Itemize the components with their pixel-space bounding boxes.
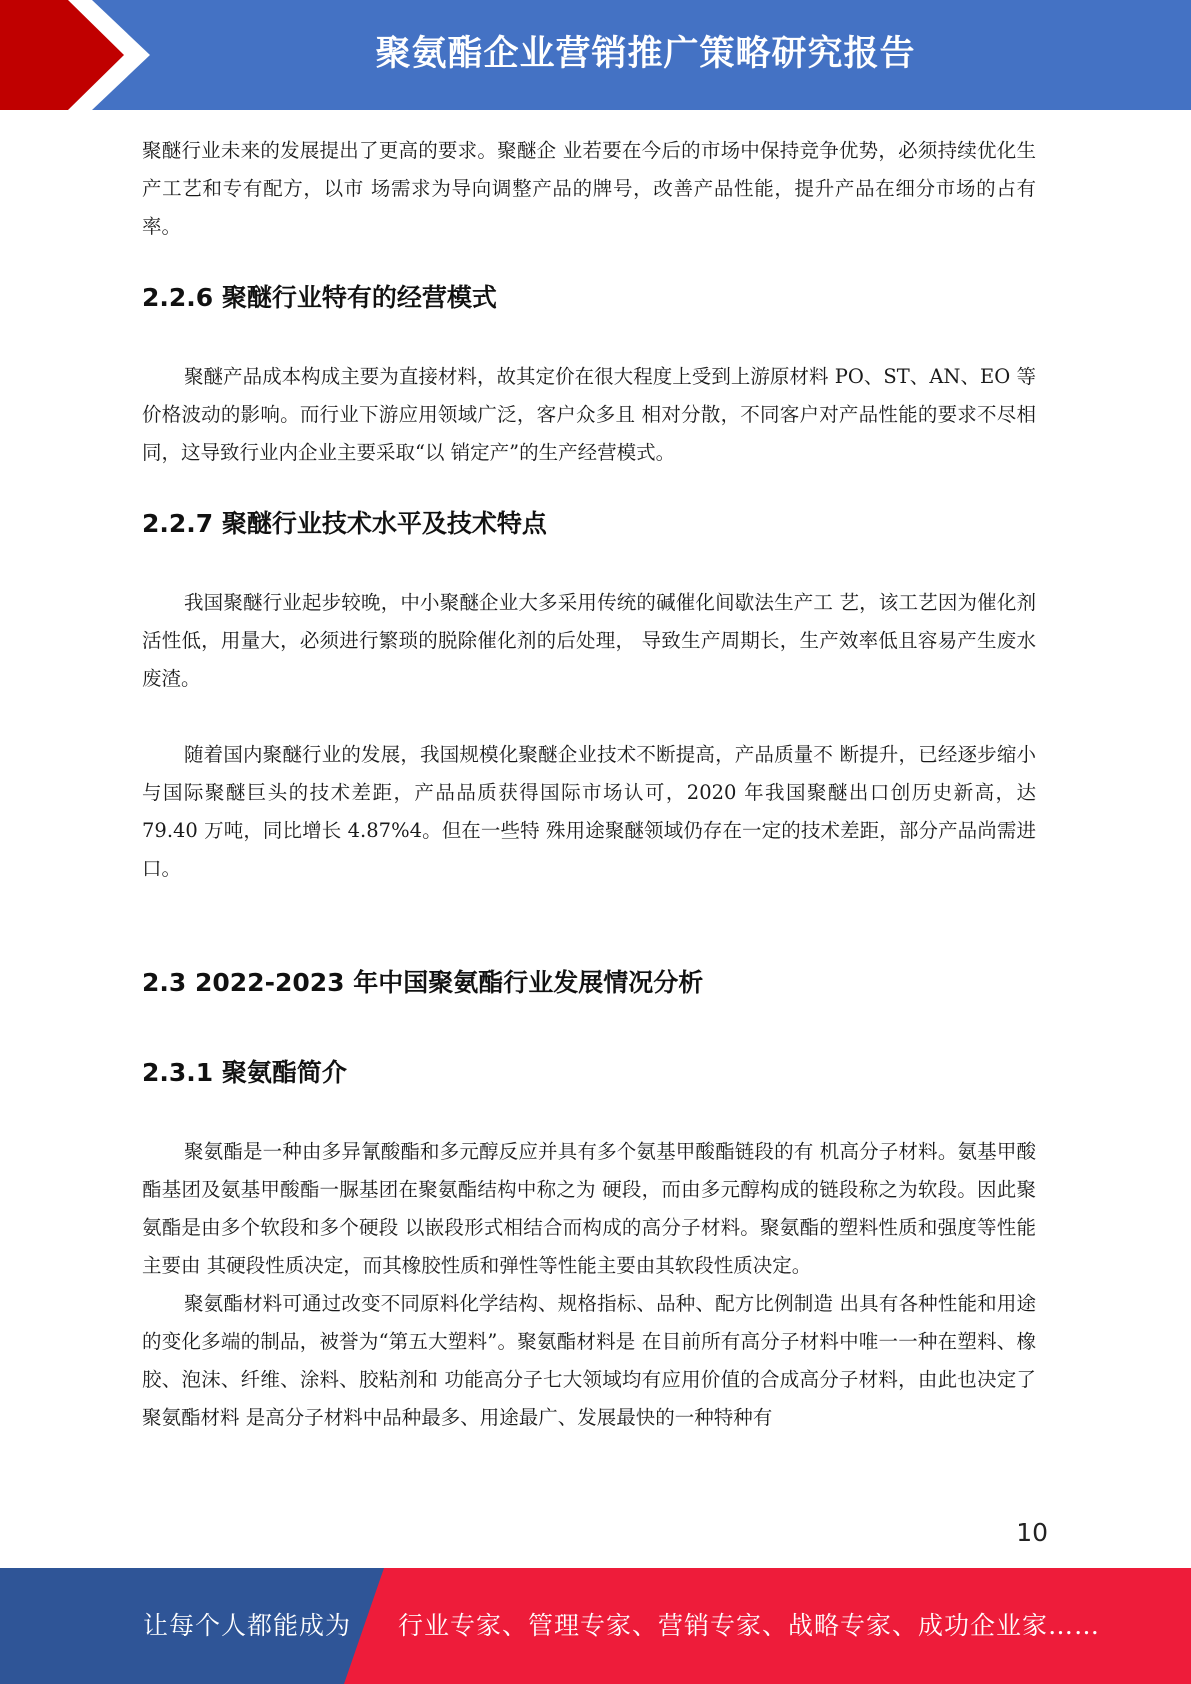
section-heading-2-2-7: 2.2.7 聚醚行业技术水平及技术特点 — [142, 509, 547, 538]
section-heading-2-2-6: 2.2.6 聚醚行业特有的经营模式 — [142, 283, 497, 312]
paragraph-operating-model: 聚醚产品成本构成主要为直接材料，故其定价在很大程度上受到上游原材料 PO、ST、AN、EO 等价格波动的影响。而行业下游应用领域广泛，客户众多且 相对分散，不同客户对产品性能的要求不尽相同，这导致行业内企业主要采取“以 销定产”的生产经营模式。 — [142, 365, 1036, 464]
section-heading-2-3-1: 2.3.1 聚氨酯简介 — [142, 1058, 347, 1087]
page-header-banner — [0, 0, 1191, 110]
paragraph-intro-continued: 聚醚行业未来的发展提出了更高的要求。聚醚企 业若要在今后的市场中保持竞争优势，必须持续优化生产工艺和专有配方，以市 场需求为导向调整产品的牌号，改善产品性能，提升产品在细分市场的占有率。 — [142, 139, 1036, 238]
paragraph-tech-level: 我国聚醚行业起步较晚，中小聚醚企业大多采用传统的碱催化间歇法生产工 艺，该工艺因为催化剂活性低，用量大，必须进行繁琐的脱除催化剂的后处理， 导致生产周期长，生产效率低且容易产生废水废渣。 — [142, 591, 1036, 690]
page-number: 10 — [1016, 1518, 1048, 1547]
paragraph-polyurethane-applications: 聚氨酯材料可通过改变不同原料化学结构、规格指标、品种、配方比例制造 出具有各种性能和用途的变化多端的制品，被誉为“第五大塑料”。聚氨酯材料是 在目前所有高分子材料中唯一一种在塑料、橡胶、泡沫、纤维、涂料、胶粘剂和 功能高分子七大领域均有应用价值的合成高分子材料，由此也决定了聚氨酯材料 是高分子材料中品种最多、用途最广、发展最快的一种特种有 — [142, 1292, 1036, 1429]
page-footer-banner — [0, 1568, 1191, 1684]
page-content — [142, 132, 1036, 1437]
paragraph-tech-progress: 随着国内聚醚行业的发展，我国规模化聚醚企业技术不断提高，产品质量不 断提升，已经逐步缩小与国际聚醚巨头的技术差距，产品品质获得国际市场认可，2020 年我国聚醚出口创历史新高，达 79.40 万吨，同比增长 4.87%4。但在一些特 殊用途聚醚领域仍存在一定的技术差距，部分产品尚需进口。 — [142, 743, 1036, 880]
section-heading-2-3: 2.3 2022-2023 年中国聚氨酯行业发展情况分析 — [142, 968, 704, 997]
footer-slogan-lead: 让每个人都能成为 — [143, 1611, 352, 1640]
footer-slogan-roles: 行业专家、管理专家、营销专家、战略专家、成功企业家…… — [398, 1611, 1101, 1640]
paragraph-polyurethane-definition: 聚氨酯是一种由多异氰酸酯和多元醇反应并具有多个氨基甲酸酯链段的有 机高分子材料。氨基甲酸酯基团及氨基甲酸酯一脲基团在聚氨酯结构中称之为 硬段，而由多元醇构成的链段称之为软段。因此聚氨酯是由多个软段和多个硬段 以嵌段形式相结合而构成的高分子材料。聚氨酯的塑料性质和强度等性能主要由 其硬段性质决定，而其橡胶性质和弹性等性能主要由其软段性质决定。 — [142, 1140, 1036, 1277]
report-title: 聚氨酯企业营销推广策略研究报告 — [375, 34, 916, 74]
